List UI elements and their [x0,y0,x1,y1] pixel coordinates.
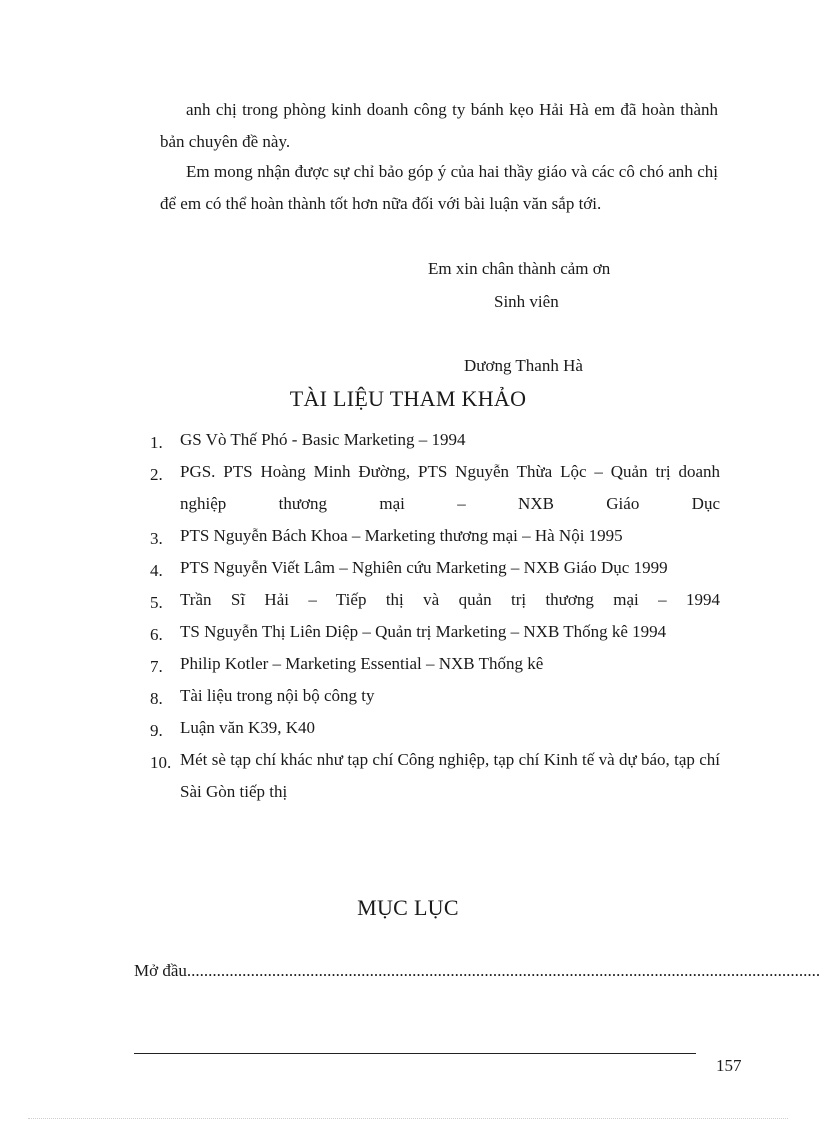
reference-number: 8. [150,689,163,708]
signature-role: Sinh viên [494,292,559,311]
reference-text: GS Vò Thế Phó - Basic Marketing – 1994 [180,430,466,449]
reference-text: Trần Sĩ Hải – Tiếp thị và quản trị thương mại – 1994 [180,590,720,609]
reference-number: 5. [150,593,163,612]
reference-text: Philip Kotler – Marketing Essential – NXB Thống kê [180,654,544,673]
reference-number: 6. [150,625,163,644]
reference-number: 1. [150,433,163,452]
reference-item [150,680,720,712]
page-edge-divider [28,1118,788,1119]
body-paragraph-1: anh chị trong phòng kinh doanh công ty bánh kẹo Hải Hà em đã hoàn thành bản chuyên đề này. [160,100,718,151]
reference-number: 9. [150,721,163,740]
reference-item [150,616,720,648]
toc-entry [134,957,820,985]
reference-item [150,584,720,616]
toc-entry-label: Mở đầu [134,961,187,980]
page-number: 157 [716,1056,742,1075]
reference-number: 4. [150,561,163,580]
reference-item [150,648,720,680]
reference-item [150,456,720,520]
reference-text: TS Nguyễn Thị Liên Diệp – Quản trị Marketing – NXB Thống kê 1994 [180,622,667,641]
reference-item [150,712,720,744]
references-list [150,424,720,808]
footer-rule [134,1053,696,1054]
reference-text: Tài liệu trong nội bộ công ty [180,686,375,705]
reference-number: 7. [150,657,163,676]
signature-thanks: Em xin chân thành cảm ơn [428,259,611,278]
reference-number: 2. [150,465,163,484]
toc-title: MỤC LỤC [357,895,459,920]
reference-text: Mét sè tạp chí khác như tạp chí Công nghiệp, tạp chí Kinh tế và dự báo, tạp chí Sài Gòn tiếp thị [180,750,720,801]
reference-item [150,520,720,552]
reference-item [150,424,720,456]
reference-number: 3. [150,529,163,548]
reference-text: PTS Nguyễn Viết Lâm – Nghiên cứu Marketing – NXB Giáo Dục 1999 [180,558,668,577]
reference-number: 10. [150,753,172,772]
reference-item [150,552,720,584]
reference-text: Luận văn K39, K40 [180,718,316,737]
body-paragraph-2: Em mong nhận được sự chỉ bảo góp ý của hai thầy giáo và các cô chó anh chị để em có thể hoàn thành tốt hơn nữa đối với bài luận văn sắp tới. [160,162,718,213]
toc-entry-leader: ..................................................................................................................................................... [186,961,820,980]
reference-text: PTS Nguyễn Bách Khoa – Marketing thương mại – Hà Nội 1995 [180,526,623,545]
signature-name: Dương Thanh Hà [464,356,583,375]
references-title: TÀI LIỆU THAM KHẢO [289,386,527,411]
reference-item [150,744,720,808]
reference-text: PGS. PTS Hoàng Minh Đường, PTS Nguyễn Thừa Lộc – Quản trị doanh nghiệp thương mại – NXB Giáo Dục [180,462,720,513]
